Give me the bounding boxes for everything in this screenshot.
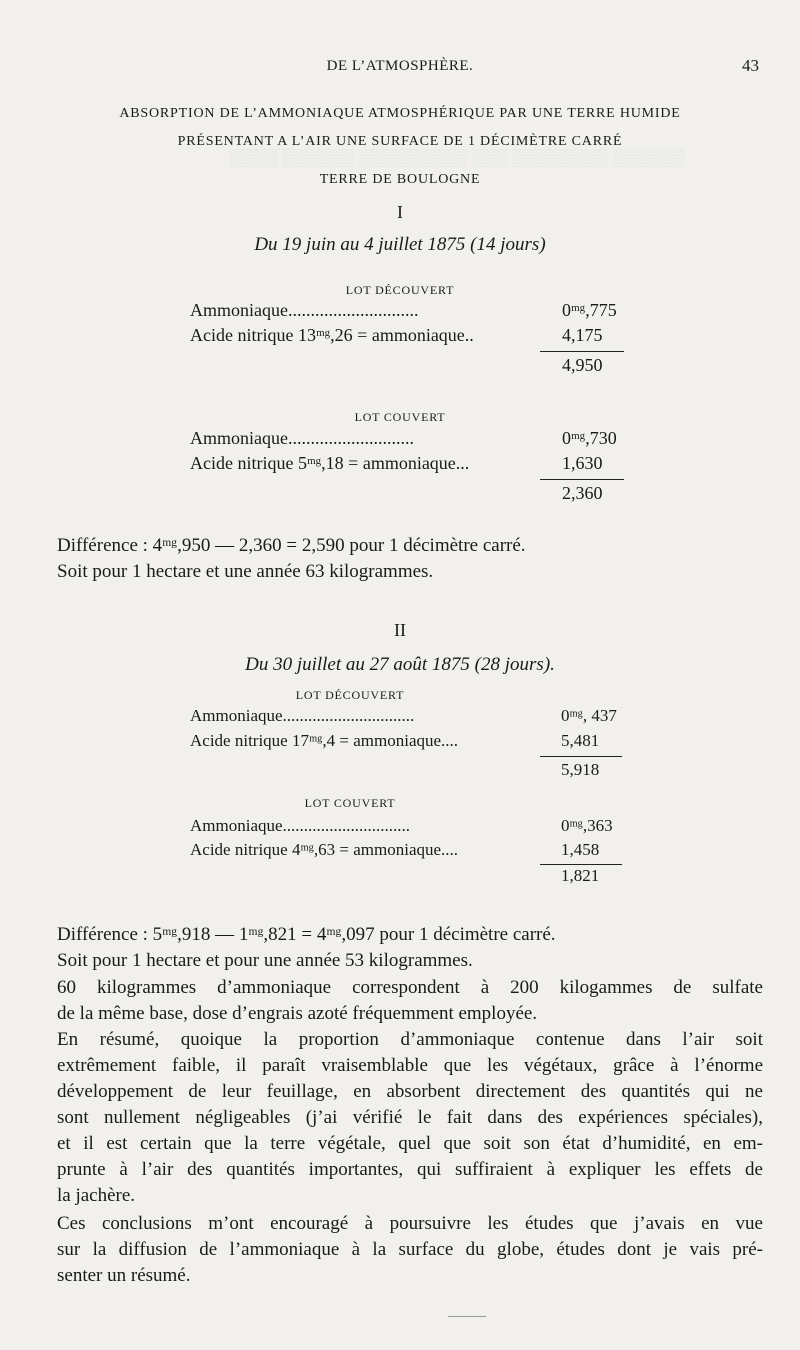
exp2-lot1-row2-value: 5,481 xyxy=(561,731,600,750)
paragraph-line: En résumé, quoique la proportion d’ammoniaque contenue dans l’air soit xyxy=(57,1029,763,1050)
paragraph-line: sur la diffusion de l’ammoniaque à la surface du globe, études dont je vais pré- xyxy=(57,1239,763,1260)
footer-rule xyxy=(448,1316,486,1317)
paragraph-line: senter un résumé. xyxy=(57,1265,191,1286)
exp2-lot2-row2-label: Acide nitrique 4ᵐᵍ,63 = ammoniaque.... xyxy=(190,840,459,859)
paragraph-line: de la même base, dose d’engrais azoté fréquemment employée. xyxy=(57,1003,538,1024)
exp1-lot2-row1-value: 0ᵐᵍ,730 xyxy=(562,428,617,448)
exp2-lot1-sum-rule xyxy=(540,756,622,757)
exp2-lot1-total: 5,918 xyxy=(561,760,600,779)
exp2-lot2-row2-value: 1,458 xyxy=(561,840,600,859)
exp1-lot1-label: LOT DÉCOUVERT xyxy=(345,283,455,297)
exp1-lot1-sum-rule xyxy=(540,351,624,352)
exp2-lot2-sum-rule xyxy=(540,864,622,865)
exp2-lot2-row1-label: Ammoniaque.............................. xyxy=(190,816,411,835)
paragraph-sulfate xyxy=(57,975,763,1027)
exp2-numeral: II xyxy=(394,620,406,640)
title-line-1: ABSORPTION DE L’AMMONIAQUE ATMOSPHÉRIQUE PAR UNE TERRE HUMIDE xyxy=(119,106,681,121)
paragraph-conclusions xyxy=(57,1211,763,1289)
paragraph-line: extrêmement faible, il paraît vraisemblable que les végétaux, grâce à l’énorme xyxy=(57,1055,763,1076)
exp2-lot2-label: LOT COUVERT xyxy=(304,796,396,810)
paragraph-line: prunte à l’air des quantités importantes, qui suffiraient à expliquer les effets de xyxy=(57,1159,763,1180)
paragraph-line: la jachère. xyxy=(57,1185,136,1206)
running-title: DE L’ATMOSPHÈRE. xyxy=(326,58,474,74)
exp2-per-hectare: Soit pour 1 hectare et pour une année 53 kilogrammes. xyxy=(57,950,473,971)
exp1-lot1-row2-label: Acide nitrique 13ᵐᵍ,26 = ammoniaque.. xyxy=(190,325,474,345)
title-line-3: TERRE DE BOULOGNE xyxy=(319,172,481,187)
exp1-lot2-row2-value: 1,630 xyxy=(562,453,603,473)
exp2-lot2-row1-value: 0ᵐᵍ,363 xyxy=(561,816,613,835)
paragraph-line: sont nullement négligeables (j’ai vérifié le fait dans des expériences spéciales), xyxy=(57,1107,763,1128)
exp1-lot1-row1-value: 0ᵐᵍ,775 xyxy=(562,300,617,320)
exp1-per-hectare: Soit pour 1 hectare et une année 63 kilogrammes. xyxy=(57,561,434,582)
exp1-lot2-label: LOT COUVERT xyxy=(354,410,446,424)
exp2-lot1-row1-label: Ammoniaque............................... xyxy=(190,706,415,725)
exp1-lot2-row2-label: Acide nitrique 5ᵐᵍ,18 = ammoniaque... xyxy=(190,453,470,473)
paragraph-line: Ces conclusions m’ont encouragé à poursuivre les études que j’avais en vue xyxy=(57,1213,763,1234)
paragraph-line: développement de leur feuillage, en absorbent directement des quantités qui ne xyxy=(57,1081,763,1102)
show-through-text: ▒▒▒▒ ▒▒▒▒▒▒ ▒▒▒▒▒▒▒▒▒ ▒▒▒ ▒▒▒▒▒▒▒▒ ▒▒▒▒▒▒ xyxy=(230,148,685,167)
exp2-difference: Différence : 5ᵐᵍ,918 — 1ᵐᵍ,821 = 4ᵐᵍ,097 pour 1 décimètre carré. xyxy=(57,924,556,945)
exp2-dates: Du 30 juillet au 27 août 1875 (28 jours). xyxy=(245,654,555,675)
exp1-lot2-row1-label: Ammoniaque............................ xyxy=(190,428,414,448)
exp2-lot1-row1-value: 0ᵐᵍ, 437 xyxy=(561,706,617,725)
title-line-2: PRÉSENTANT A L’AIR UNE SURFACE DE 1 DÉCIMÈTRE CARRÉ xyxy=(177,134,623,149)
page-number: 43 xyxy=(742,56,759,75)
exp1-difference: Différence : 4ᵐᵍ,950 — 2,360 = 2,590 pour 1 décimètre carré. xyxy=(57,535,526,556)
exp1-numeral: I xyxy=(397,202,403,222)
exp2-lot1-row2-label: Acide nitrique 17ᵐᵍ,4 = ammoniaque.... xyxy=(190,731,459,750)
exp1-lot2-sum-rule xyxy=(540,479,624,480)
exp1-lot1-row2-value: 4,175 xyxy=(562,325,603,345)
exp1-lot2-total: 2,360 xyxy=(562,483,603,503)
paragraph-line: 60 kilogrammes d’ammoniaque correspondent à 200 kilogammes de sulfate xyxy=(57,977,763,998)
exp1-lot1-row1-label: Ammoniaque............................. xyxy=(190,300,419,320)
exp2-lot1-label: LOT DÉCOUVERT xyxy=(295,688,405,702)
exp1-lot1-total: 4,950 xyxy=(562,355,603,375)
exp2-lot2-total: 1,821 xyxy=(561,866,600,885)
paragraph-line: et il est certain que la terre végétale, quel que soit son état d’humidité, en em- xyxy=(57,1133,763,1154)
paragraph-resume xyxy=(57,1027,763,1209)
exp1-dates: Du 19 juin au 4 juillet 1875 (14 jours) xyxy=(254,234,546,255)
